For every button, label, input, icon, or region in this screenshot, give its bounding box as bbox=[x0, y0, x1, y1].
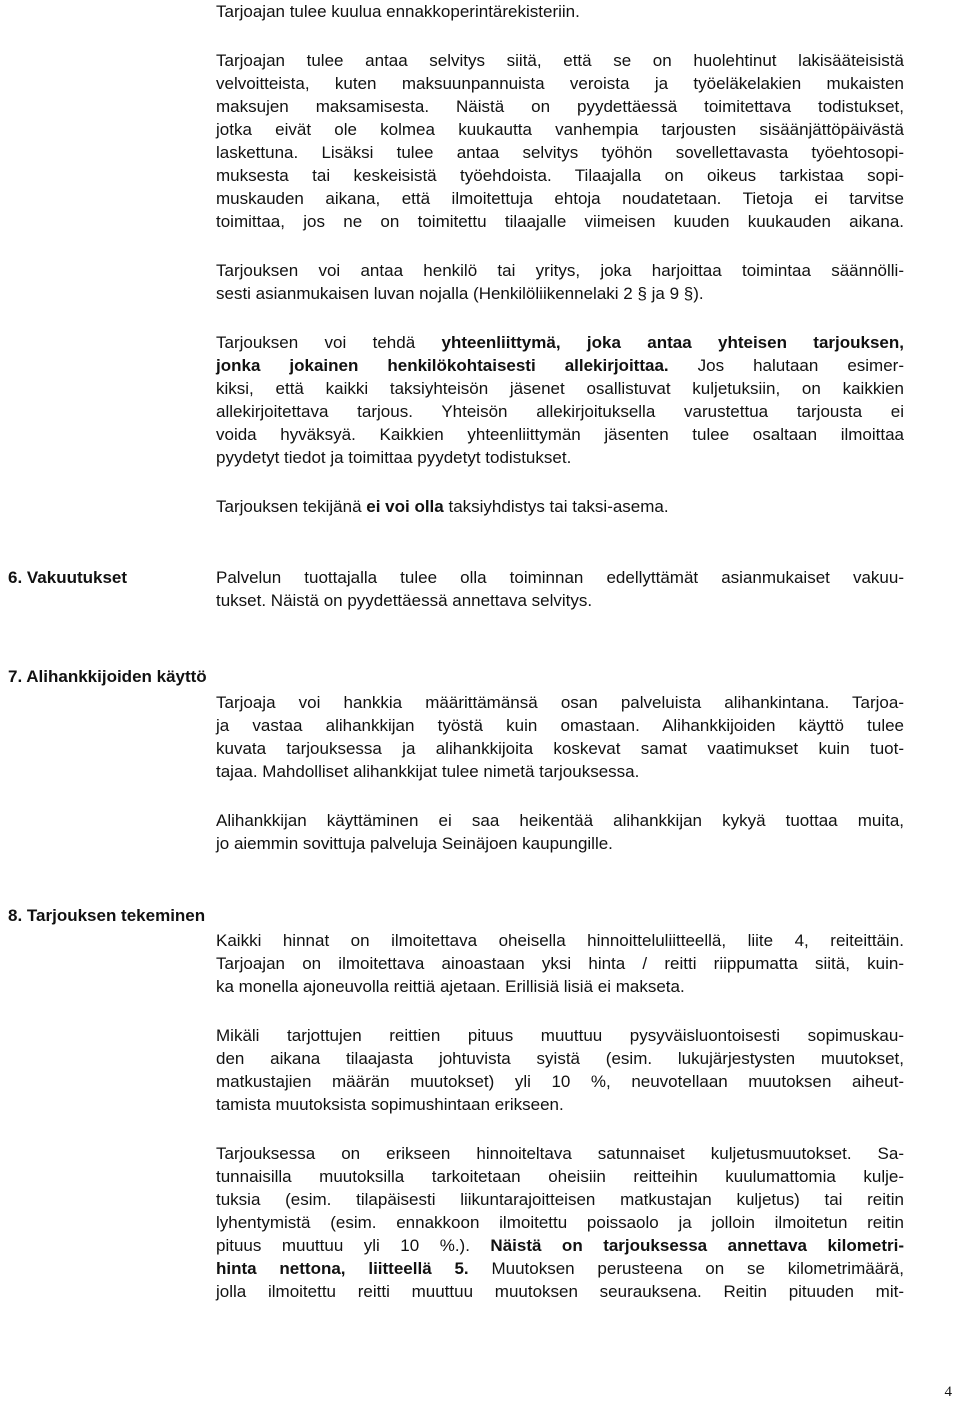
paragraph-line bbox=[216, 354, 904, 377]
paragraph-line: allekirjoitettava tarjous. Yhteisön allekirjoituksella varustettua tarjousta ei bbox=[216, 402, 904, 421]
page-number: 4 bbox=[944, 1384, 952, 1400]
paragraph-line: kuvata tarjouksessa ja alihankkijoita koskevat samat vaatimukset kuin tuot- bbox=[216, 739, 904, 758]
paragraph-line: pyydetyt tiedot ja toimittaa pyydetyt todistukset. bbox=[216, 448, 572, 467]
paragraph-line bbox=[216, 1257, 904, 1280]
paragraph-line: muskauden aikana, että ilmoitettuja ehtoja noudatetaan. Tietoja ei tarvitse bbox=[216, 189, 904, 208]
text-run: Tarjouksen tekijänä bbox=[216, 497, 367, 516]
paragraph-line: ja vastaa alihankkijan työstä kuin omastaan. Alihankkijoiden käyttö tulee bbox=[216, 716, 904, 735]
paragraph-line: jolla ilmoitettu reitti muuttuu muutoksen seurauksena. Reitin pituuden mit- bbox=[216, 1282, 904, 1301]
paragraph-line: den aikana tilaajasta johtuvista syistä (esim. lukujärjestysten muutokset, bbox=[216, 1049, 904, 1068]
paragraph-line: toimittaa, jos ne on toimitettu tilaajalle viimeisen kuuden kuukauden aikana. bbox=[216, 212, 904, 231]
paragraph-line: sesti asianmukaisen luvan nojalla (Henkilöliikennelaki 2 § ja 9 §). bbox=[216, 284, 704, 303]
text-run: pituus muuttuu yli 10 %.). bbox=[216, 1236, 491, 1255]
paragraph-line: tukset. Näistä on pyydettäessä annettava selvitys. bbox=[216, 591, 593, 610]
text-run: Muutoksen perusteena on se kilometrimäärä, bbox=[468, 1259, 904, 1278]
paragraph-line: maksujen maksamisesta. Näistä on pyydettäessä toimitettava todistukset, bbox=[216, 97, 904, 116]
paragraph-line: tamista muutoksista sopimushintaan erikseen. bbox=[216, 1095, 564, 1114]
paragraph-line: voida hyväksyä. Kaikkien yhteenliittymän jäsenten tulee osaltaan ilmoittaa bbox=[216, 425, 904, 444]
bold-text-run: hinta nettona, liitteellä 5. bbox=[216, 1259, 469, 1278]
paragraph-line: Tarjouksessa on erikseen hinnoiteltava satunnaiset kuljetusmuutokset. Sa- bbox=[216, 1144, 904, 1163]
paragraph-line: Tarjoajan tulee antaa selvitys siitä, että se on huolehtinut lakisääteisistä bbox=[216, 51, 904, 70]
paragraph-line: Palvelun tuottajalla tulee olla toiminnan edellyttämät asianmukaiset vakuu- bbox=[216, 568, 904, 587]
section-heading-insurance: 6. Vakuutukset bbox=[8, 568, 128, 587]
paragraph-line: Tarjoajan tulee kuulua ennakkoperintärekisteriin. bbox=[216, 2, 580, 21]
paragraph-line: lyhentymistä (esim. ennakkoon ilmoitettu poissaolo ja jolloin ilmoitetun reitin bbox=[216, 1213, 904, 1232]
paragraph-line: laskettuna. Lisäksi tulee antaa selvitys työhön sovellettavasta työehtosopi- bbox=[216, 143, 904, 162]
text-run: taksiyhdistys tai taksi-asema. bbox=[443, 497, 669, 516]
paragraph-line: velvoitteista, kuten maksuunpannuista veroista ja työeläkelakien mukaisten bbox=[216, 74, 904, 93]
paragraph-line: Tarjoajan on ilmoitettava ainoastaan yksi hinta / reitti riippumatta siitä, kuin- bbox=[216, 954, 904, 973]
paragraph-line: tuksia (esim. tilapäisesti liikuntarajoitteisen matkustajan kuljetus) tai reitin bbox=[216, 1190, 904, 1209]
paragraph-line: muksesta tai keskeisistä työehdoista. Tilaajalla on oikeus tarkistaa sopi- bbox=[216, 166, 904, 185]
bold-text-run: Näistä on tarjouksessa annettava kilometri- bbox=[490, 1236, 904, 1255]
paragraph-line: ka monella ajoneuvolla reittiä ajetaan. Erillisiä lisiä ei makseta. bbox=[216, 977, 685, 996]
paragraph-line: Kaikki hinnat on ilmoitettava oheisella hinnoitteluliitteellä, liite 4, reiteittäin. bbox=[216, 931, 904, 950]
bold-text-run: jonka jokainen henkilökohtaisesti allekirjoittaa. bbox=[216, 356, 669, 375]
paragraph-line: matkustajien määrän muutokset) yli 10 %, neuvotellaan muutoksen aiheut- bbox=[216, 1072, 904, 1091]
bold-text-run: yhteenliittymä, joka antaa yhteisen tarjouksen, bbox=[441, 333, 904, 352]
paragraph-line: Mikäli tarjottujen reittien pituus muuttuu pysyväisluontoisesti sopimuskau- bbox=[216, 1026, 904, 1045]
paragraph-line: tajaa. Mahdolliset alihankkijat tulee nimetä tarjouksessa. bbox=[216, 762, 640, 781]
paragraph-line: Tarjoaja voi hankkia määrittämänsä osan palveluista alihankintana. Tarjoa- bbox=[216, 693, 904, 712]
paragraph-line: tunnaisilla muutoksilla tarkoitetaan oheisiin reitteihin kuulumattomia kulje- bbox=[216, 1167, 904, 1186]
paragraph-line: jo aiemmin sovittuja palveluja Seinäjoen kaupungille. bbox=[216, 834, 613, 853]
section-heading-making-offer: 8. Tarjouksen tekeminen bbox=[8, 906, 206, 925]
paragraph-line: jotka eivät ole kolmea kuukautta vanhempia tarjousten sisäänjättöpäivästä bbox=[216, 120, 904, 139]
paragraph-line bbox=[216, 1234, 904, 1257]
paragraph-line bbox=[216, 495, 904, 518]
text-run: Jos halutaan esimer- bbox=[668, 356, 904, 375]
text-run: Tarjouksen voi tehdä bbox=[216, 333, 442, 352]
section-heading-subcontractors: 7. Alihankkijoiden käyttö bbox=[8, 667, 207, 686]
bold-text-run: ei voi olla bbox=[366, 497, 444, 516]
paragraph-line: Alihankkijan käyttäminen ei saa heikentää alihankkijan kykyä tuottaa muita, bbox=[216, 811, 904, 830]
paragraph-line: Tarjouksen voi antaa henkilö tai yritys, joka harjoittaa toimintaa säännölli- bbox=[216, 261, 904, 280]
paragraph-line bbox=[216, 331, 904, 354]
paragraph-line: kiksi, että kaikki taksiyhteisön jäsenet osallistuvat kuljetuksiin, on kaikkien bbox=[216, 379, 904, 398]
